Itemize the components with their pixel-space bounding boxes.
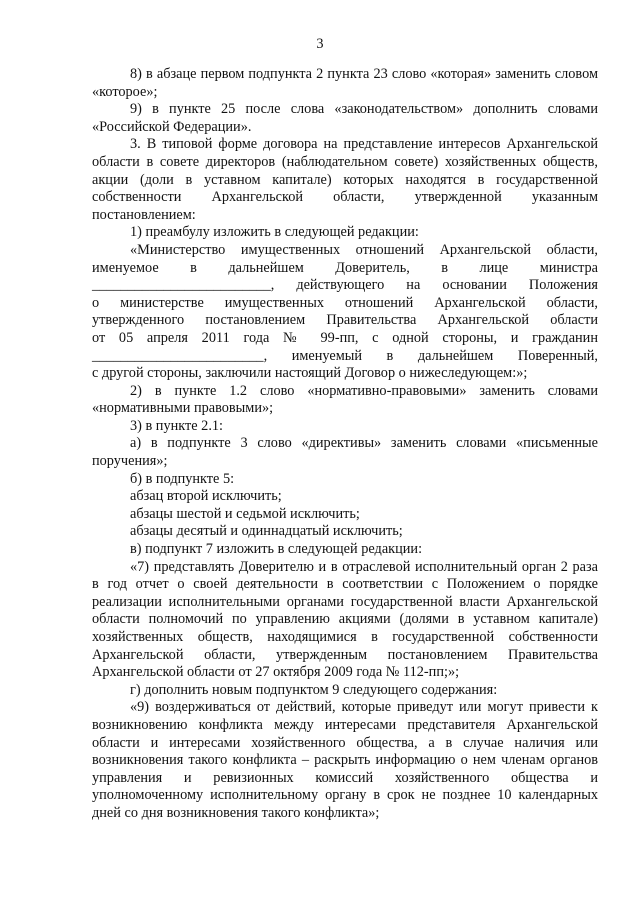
- quote-preamble-line: о министерстве имущественных отношений Архангельской области,: [92, 294, 598, 311]
- paragraph-sub-3-b-2: абзацы шестой и седьмой исключить;: [130, 505, 360, 522]
- paragraph-sub-2: 2) в пункте 1.2 слово «нормативно-правовыми» заменить словами «нормативными правовыми»;: [92, 382, 598, 417]
- paragraph-item-8: 8) в абзаце первом подпункта 2 пункта 23 слово «которая» заменить словом «которое»;: [92, 66, 598, 100]
- paragraph-quote-7: «7) представлять Доверителю и в отраслевой исполнительный орган 2 раза в год отчет о своей деятельности в соответствии с Положением о порядке реализации исполнительными органами государственной власти Архангельской области полномочий по управлению акциями (долями в уставном капитале) хозяйственных обществ, находящимися в государственной собственности Архангельской области, утвержденным постановлением Правительства Архангельской области от 27 октября 2009 года № 112-пп;»;: [92, 558, 598, 681]
- paragraph-sub-1: 1) преамбулу изложить в следующей редакции:: [130, 224, 419, 241]
- quote-preamble-line: «Министерство имущественных отношений Архангельской области,: [130, 241, 598, 258]
- quote-preamble-line: _________________________, действующего на основании Положения: [92, 277, 598, 294]
- page-number: 3: [316, 36, 324, 52]
- paragraph-sub-3: 3) в пункте 2.1:: [130, 417, 224, 434]
- paragraph-sub-3-b-3: абзацы десятый и одиннадцатый исключить;: [130, 523, 403, 540]
- paragraph-item-9: 9) в пункте 25 после слова «законодательством» дополнить словами «Российской Федерации».: [92, 101, 598, 135]
- paragraph-quote-9: «9) воздерживаться от действий, которые приведут или могут привести к возникновению конфликта между интересами представителя Архангельской области и интересами хозяйственного общества, а в случае наличия или возникновения такого конфликта – раскрыть информацию о нем членам органов управления и ревизионных комиссий хозяйственного общества и уполномоченному исполнительному органу в срок не позднее 10 календарных дней со дня возникновения такого конфликта»;: [92, 699, 598, 821]
- paragraph-sub-3-b-1: абзац второй исключить;: [130, 488, 282, 505]
- quote-preamble-line: утвержденного постановлением Правительства Архангельской области: [92, 312, 598, 329]
- quote-preamble-line: от 05 апреля 2011 года № 99-пп, с одной стороны, и гражданин: [92, 329, 598, 346]
- paragraph-sub-3-a: а) в подпункте 3 слово «директивы» заменить словами «письменные поручения»;: [92, 435, 598, 470]
- paragraph-item-3-intro: 3. В типовой форме договора на представление интересов Архангельской области в совете директоров (наблюдательном совете) хозяйственных обществ, акции (доли в уставном капитале) которых находятся в государственной собственности Архангельской области, утвержденной указанным постановлением:: [92, 136, 598, 223]
- quote-preamble-line: ________________________, именуемый в дальнейшем Поверенный,: [92, 347, 598, 364]
- quote-preamble-line: именуемое в дальнейшем Доверитель, в лице министра: [92, 259, 598, 276]
- quote-preamble-line: с другой стороны, заключили настоящий Договор о нижеследующем:»;: [92, 365, 528, 382]
- paragraph-sub-3-b: б) в подпункте 5:: [130, 470, 235, 487]
- paragraph-sub-3-g: г) дополнить новым подпунктом 9 следующего содержания:: [130, 681, 498, 698]
- document-body: [92, 66, 598, 823]
- paragraph-sub-3-v: в) подпункт 7 изложить в следующей редакции:: [130, 541, 423, 558]
